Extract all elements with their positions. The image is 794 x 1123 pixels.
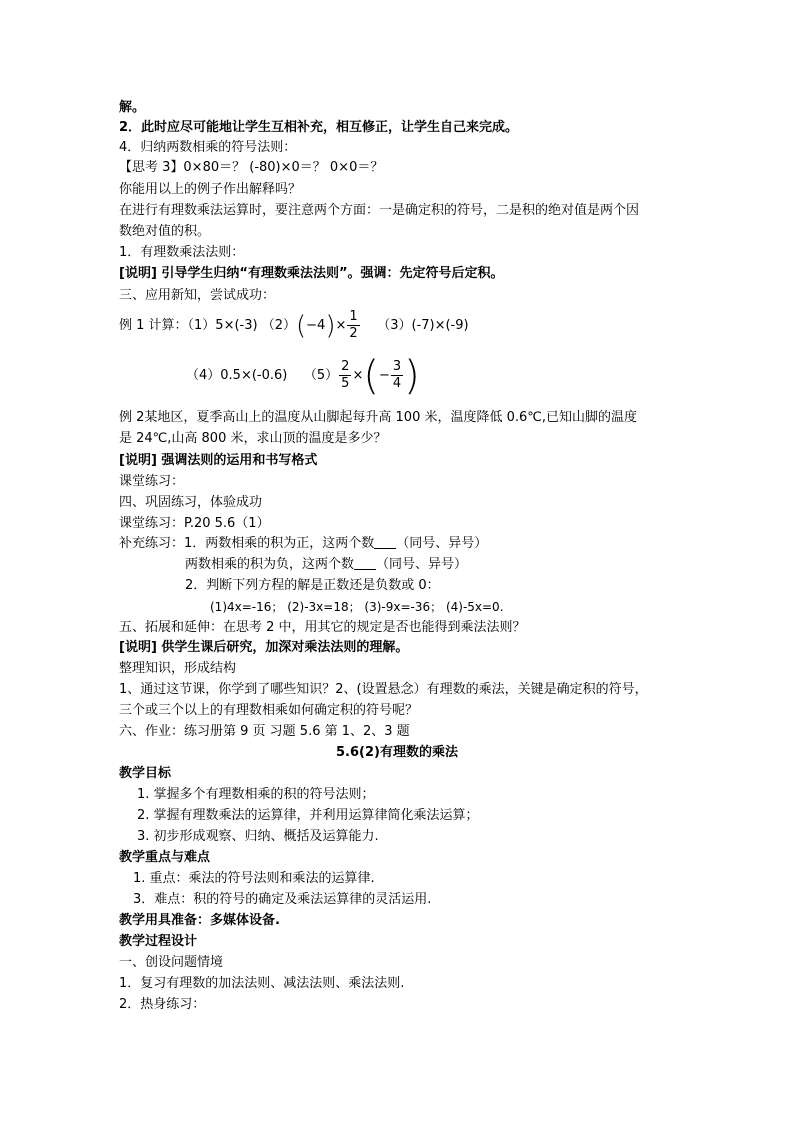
subheading: 教学目标: [119, 766, 172, 781]
subheading: 教学用具准备：多媒体设备.: [119, 913, 280, 928]
right-paren: ): [404, 352, 420, 399]
example-1-part-3: （3）(-7)×(-9): [377, 318, 469, 333]
supplement-line-1: [119, 534, 487, 554]
text-line: 你能用以上的例子作出解释吗？: [119, 182, 302, 197]
supplement-option: （同号、异号）: [396, 536, 488, 551]
left-paren: (: [295, 310, 307, 341]
paren-content: −4: [306, 318, 326, 333]
supplement-line-3: 2．判断下列方程的解是正数还是负数或 0：: [185, 578, 440, 593]
text-line: 三个或三个以上的有理数相乘如何确定积的符号呢？: [119, 703, 419, 718]
section-heading: 三、应用新知，尝试成功：: [119, 288, 276, 303]
fraction-denominator: 5: [341, 376, 350, 391]
list-item: 3．难点：积的符号的确定及乘法运算律的灵活运用.: [133, 892, 432, 907]
supplement-option: （同号、异号）: [376, 557, 468, 572]
example-1-part-4: （4）0.5×(-0.6): [186, 368, 288, 383]
list-item: 3. 初步形成观察、归纳、概括及运算能力.: [137, 829, 379, 844]
section-heading: 四、巩固练习，体验成功: [119, 495, 263, 510]
fraction: [391, 359, 403, 392]
section-heading: 一、创设问题情境: [119, 955, 224, 970]
answer-blank: [354, 555, 376, 570]
text-line: 2．热身练习：: [119, 997, 206, 1012]
list-item: 1. 重点：乘法的符号法则和乘法的运算律.: [133, 871, 375, 886]
fraction-denominator: 4: [392, 376, 402, 391]
section-heading: 五、拓展和延伸：在思考 2 中，用其它的规定是否也能得到乘法法则？: [119, 620, 526, 635]
text-line: 数绝对值的积。: [119, 224, 211, 239]
answer-blank: [374, 534, 396, 549]
supplement-lead: 补充练习：1．两数相乘的积为正，这两个数: [119, 536, 375, 551]
text-line: 例 2某地区，夏季高山上的温度从山脚起每升高 100 米，温度降低 0.6℃,已知山脚的温度: [119, 410, 638, 425]
supplement-line-2: [185, 555, 467, 575]
text-line: 【思考 3】0×80＝？ (-80)×0＝？ 0×0＝？: [119, 160, 384, 175]
example-1-line: 例 1 计算：（1）5×(-3) （2）(−4)× $\frac{1}{2}$ （3）(-7)×(-9): [119, 309, 469, 341]
fraction-numerator: 2: [341, 359, 350, 374]
note-line: [说明] 引导学生归纳“有理数乘法法则”。强调：先定符号后定积。: [119, 266, 504, 281]
right-paren: ): [325, 310, 336, 341]
text-line: 4．归纳两数相乘的符号法则：: [119, 140, 297, 155]
section-heading: 六、作业：练习册第 9 页 习题 5.6 第 1、2、3 题: [119, 724, 410, 739]
text-line: 整理知识，形成结构: [119, 661, 237, 676]
list-item: 2. 掌握有理数乘法的运算律，并利用运算律简化乘法运算；: [137, 808, 479, 823]
note-line: [说明] 强调法则的运用和书写格式: [119, 453, 318, 468]
text-line: 1．有理数乘法法则：: [119, 245, 245, 260]
fraction: [347, 309, 359, 342]
subheading: 教学过程设计: [119, 934, 198, 949]
supplement-lead: 两数相乘的积为负，这两个数: [185, 557, 355, 572]
text-line: 课堂练习：: [119, 474, 185, 489]
text-line: 是 24℃,山高 800 米，求山顶的温度是多少？: [119, 431, 387, 446]
text-line: 课堂练习：P.20 5.6（1）: [119, 516, 270, 531]
lesson-title: 5.6(2)有理数的乘法: [336, 745, 458, 760]
equation-list: (1)4x=-16； (2)-3x=18； (3)-9x=-36； (4)-5x=0.: [210, 600, 504, 614]
subheading: 教学重点与难点: [119, 850, 211, 865]
text-line: 1．复习有理数的加法法则、减法法则、乘法法则.: [119, 976, 405, 991]
fraction-numerator: 3: [392, 359, 402, 374]
fraction-numerator: 1: [349, 309, 358, 324]
list-item: 1. 掌握多个有理数相乘的积的符号法则；: [137, 787, 375, 802]
text-line: 在进行有理数乘法运算时，要注意两个方面：一是确定积的符号，二是积的绝对值是两个因: [119, 203, 640, 218]
note-line: [说明] 供学生课后研究，加深对乘法法则的理解。: [119, 640, 409, 655]
fraction: [339, 359, 351, 392]
example-1-prefix: 例 1 计算：（1）5×(-3) （2）: [119, 318, 296, 333]
text-line: 2．此时应尽可能地让学生互相补充，相互修正，让学生自己来完成。: [119, 120, 519, 135]
text-line: 1、通过这节课，你学到了哪些知识？2、(设置悬念）有理数的乘法，关键是确定积的符号，: [119, 682, 648, 697]
example-1-part-5-label: （5）: [303, 368, 339, 383]
left-paren: (: [363, 352, 379, 399]
example-1-line-2: （4）0.5×(-0.6) （5） $\frac{2}{5}$ ×(− $\frac{3}{4}$ ): [186, 352, 420, 399]
text-line: 解。: [119, 100, 146, 115]
fraction-denominator: 2: [349, 326, 358, 341]
